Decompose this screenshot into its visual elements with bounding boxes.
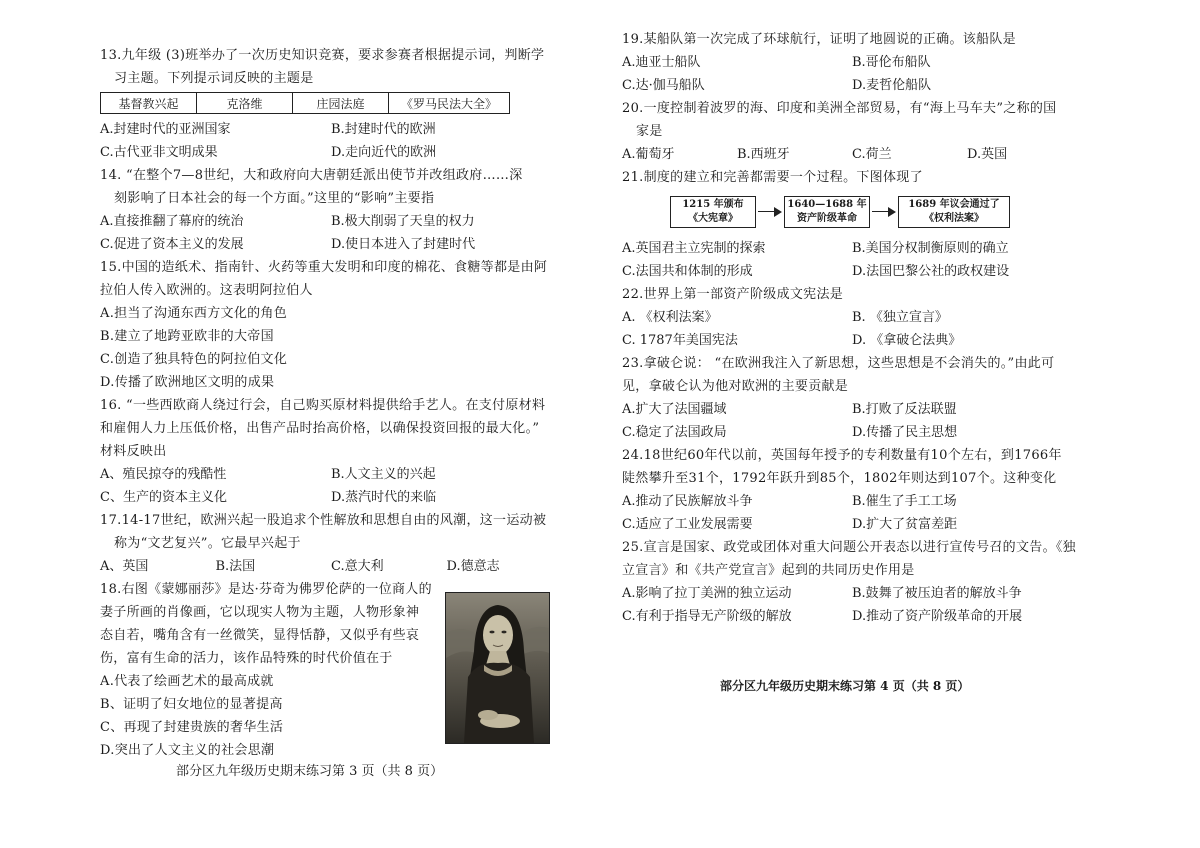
question-text: 15.中国的造纸术、指南针、火药等重大发明和印度的棉花、食糖等都是由阿: [100, 260, 548, 275]
option-a: A. 《权利法案》: [622, 310, 718, 325]
option-b: B.人文主义的兴起: [331, 467, 436, 482]
option-d: D.走向近代的欧洲: [331, 145, 437, 160]
option-a: A.直接推翻了幕府的统治: [100, 214, 244, 229]
option-a: A.封建时代的亚洲国家: [100, 122, 231, 137]
keyword-cell: 克洛维: [197, 93, 293, 114]
question-text: 立宣言》和《共产党宣言》起到的共同历史作用是: [622, 563, 915, 578]
question-21: [622, 166, 1082, 283]
option-c: C.荷兰: [852, 147, 892, 162]
option-d: D. 《拿破仑法典》: [852, 333, 962, 348]
option-b: B.西班牙: [737, 147, 790, 162]
question-25: [622, 536, 1082, 628]
keyword-cell: 庄园法庭: [293, 93, 389, 114]
options-row: [622, 329, 1082, 352]
question-text: 家是: [636, 124, 663, 139]
option-b: B.打败了反法联盟: [852, 402, 957, 417]
timeline-box-line: 资产阶级革命: [797, 213, 857, 224]
options-row: [100, 233, 562, 256]
question-text: 伤，富有生命的活力，该作品特殊的时代价值在于: [100, 651, 393, 666]
option-a: A.扩大了法国疆域: [622, 402, 727, 417]
question-text: 习主题。下列提示词反映的主题是: [114, 71, 314, 86]
question-19: [622, 28, 1082, 97]
option-d: D.法国巴黎公社的政权建设: [852, 264, 1010, 279]
option-c: C.创造了独具特色的阿拉伯文化: [100, 352, 288, 367]
question-text: 陡然攀升至31个，1792年跃升到85个，1802年则达到107个。这种变化: [622, 471, 1057, 486]
question-text: 刻影响了日本社会的每一个方面。”这里的“影响”主要指: [114, 191, 435, 206]
question-text: 17.14-17世纪，欧洲兴起一股追求个性解放和思想自由的风潮，这一运动被: [100, 513, 547, 528]
mona-lisa-image: [445, 592, 550, 744]
question-24: [622, 444, 1082, 536]
options-row: [622, 237, 1082, 260]
option-b: B、证明了妇女地位的显著提高: [100, 697, 283, 712]
options-row: [100, 486, 562, 509]
question-15: [100, 256, 562, 394]
timeline-diagram: [670, 191, 1082, 233]
timeline-box-line: 1689 年议会通过了: [908, 199, 1000, 210]
option-b: B.封建时代的欧洲: [331, 122, 436, 137]
option-d: D.麦哲伦船队: [852, 78, 932, 93]
page-footer: 部分区九年级历史期末练习第 4 页（共 8 页）: [720, 679, 970, 693]
option-d: D.蒸汽时代的来临: [331, 490, 437, 505]
question-text: 材料反映出: [100, 444, 167, 459]
right-page: [600, 0, 1200, 848]
timeline-box-line: 1640—1688 年: [787, 199, 867, 210]
option-d: D.传播了民主思想: [852, 425, 958, 440]
question-text: 态自若，嘴角含有一丝微笑，显得恬静，又似乎有些哀: [100, 628, 420, 643]
timeline-box-line: 《大宪章》: [688, 213, 738, 224]
question-text: 22.世界上第一部资产阶级成文宪法是: [622, 287, 844, 302]
options-row: [622, 260, 1082, 283]
option-b: B.建立了地跨亚欧非的大帝国: [100, 329, 274, 344]
option-a: A.迪亚士船队: [622, 55, 701, 70]
option-b: B.催生了手工工场: [852, 494, 957, 509]
arrow-right-icon: [756, 206, 784, 218]
mona-lisa-drawing: [446, 593, 549, 743]
timeline-box: [784, 196, 870, 228]
option-c: C.促进了资本主义的发展: [100, 237, 244, 252]
question-text: 13.九年级 (3)班举办了一次历史知识竞赛，要求参赛者根据提示词，判断学: [100, 48, 545, 63]
option-c: C.意大利: [331, 559, 384, 574]
option-b: B.美国分权制衡原则的确立: [852, 241, 1009, 256]
option-a: A.推动了民族解放斗争: [622, 494, 753, 509]
question-23: [622, 352, 1082, 444]
option-c: C.稳定了法国政局: [622, 425, 727, 440]
option-d: D.使日本进入了封建时代: [331, 237, 476, 252]
timeline-box: [670, 196, 756, 228]
question-14: [100, 164, 562, 256]
option-c: C.达·伽马船队: [622, 78, 705, 93]
option-d: D.英国: [967, 147, 1008, 162]
options-row: [622, 490, 1082, 513]
option-c: C.古代亚非文明成果: [100, 145, 218, 160]
option-d: D.推动了资产阶级革命的开展: [852, 609, 1023, 624]
options-row: [622, 421, 1082, 444]
option-a: A、殖民掠夺的残酷性: [100, 467, 227, 482]
question-text: 妻子所画的肖像画，它以现实人物为主题，人物形象神: [100, 605, 420, 620]
question-text: 20.一度控制着波罗的海、印度和美洲全部贸易，有“海上马车夫”之称的国: [622, 101, 1057, 116]
options-row: [622, 74, 1082, 97]
option-b: B.哥伦布船队: [852, 55, 931, 70]
option-d: D.突出了人文主义的社会思潮: [100, 743, 275, 758]
option-c: C.适应了工业发展需要: [622, 517, 753, 532]
options-row: [622, 306, 1082, 329]
options-row: [622, 143, 1082, 166]
option-c: C、生产的资本主义化: [100, 490, 227, 505]
option-b: B.极大削弱了天皇的权力: [331, 214, 475, 229]
option-d: D.传播了欧洲地区文明的成果: [100, 375, 275, 390]
question-17: [100, 509, 562, 578]
option-b: B. 《独立宣言》: [852, 310, 948, 325]
question-text: 拉伯人传入欧洲的。这表明阿拉伯人: [100, 283, 313, 298]
question-20: [622, 97, 1082, 166]
option-b: B.法国: [215, 559, 256, 574]
timeline-box: [898, 196, 1010, 228]
question-text: 14. “在整个7—8世纪，大和政府向大唐朝廷派出使节并改组政府……深: [100, 168, 523, 183]
question-text: 和雇佣人力上压低价格，出售产品时抬高价格，以确保投资回报的最大化。”: [100, 421, 540, 436]
question-text: 23.拿破仑说： “在欧洲我注入了新思想，这些思想是不会消失的。”由此可: [622, 356, 1055, 371]
options-row: [100, 118, 562, 141]
question-text: 19.某船队第一次完成了环球航行，证明了地圆说的正确。该船队是: [622, 32, 1016, 47]
question-22: [622, 283, 1082, 352]
question-text: 16. “一些西欧商人绕过行会，自己购买原材料提供给手艺人。在支付原材料: [100, 398, 546, 413]
options-row: [622, 51, 1082, 74]
question-text: 21.制度的建立和完善都需要一个过程。下图体现了: [622, 170, 923, 185]
option-d: D.德意志: [446, 559, 500, 574]
question-text: 24.18世纪60年代以前，英国每年授予的专利数量有10个左右，到1766年: [622, 448, 1062, 463]
options-row: [100, 463, 562, 486]
options-row: [100, 210, 562, 233]
option-a: A.影响了拉丁美洲的独立运动: [622, 586, 792, 601]
question-text: 18.右图《蒙娜丽莎》是达·芬奇为佛罗伦萨的一位商人的: [100, 582, 432, 597]
page-footer: 部分区九年级历史期末练习第 3 页（共 8 页）: [176, 764, 444, 779]
option-a: A.英国君主立宪制的探索: [622, 241, 766, 256]
timeline-box-line: 《权利法案》: [924, 213, 984, 224]
question-text: 见，拿破仑认为他对欧洲的主要贡献是: [622, 379, 849, 394]
question-16: [100, 394, 562, 509]
options-row: [100, 141, 562, 164]
option-d: D.扩大了贫富差距: [852, 517, 958, 532]
options-row: [622, 582, 1082, 605]
options-row: [622, 605, 1082, 628]
question-text: 称为“文艺复兴”。它最早兴起于: [114, 536, 301, 551]
option-c: C. 1787年美国宪法: [622, 333, 738, 348]
option-b: B.鼓舞了被压迫者的解放斗争: [852, 586, 1022, 601]
keyword-table: [100, 92, 510, 114]
right-column: [622, 28, 1082, 628]
keyword-cell: 基督教兴起: [101, 93, 197, 114]
option-c: C.法国共和体制的形成: [622, 264, 753, 279]
options-row: [622, 513, 1082, 536]
option-a: A.担当了沟通东西方文化的角色: [100, 306, 288, 321]
option-a: A.葡萄牙: [622, 147, 675, 162]
options-row: [622, 398, 1082, 421]
arrow-right-icon: [870, 206, 898, 218]
timeline-box-line: 1215 年颁布: [682, 199, 744, 210]
question-text: 25.宣言是国家、政党或团体对重大问题公开表态以进行宣传号召的文告。《独: [622, 540, 1076, 555]
question-13: [100, 44, 562, 164]
option-c: C.有利于指导无产阶级的解放: [622, 609, 792, 624]
option-a: A、英国: [100, 559, 149, 574]
option-c: C、再现了封建贵族的奢华生活: [100, 720, 284, 735]
options-row: [100, 555, 562, 578]
option-a: A.代表了绘画艺术的最高成就: [100, 674, 274, 689]
keyword-cell: 《罗马民法大全》: [389, 93, 510, 114]
